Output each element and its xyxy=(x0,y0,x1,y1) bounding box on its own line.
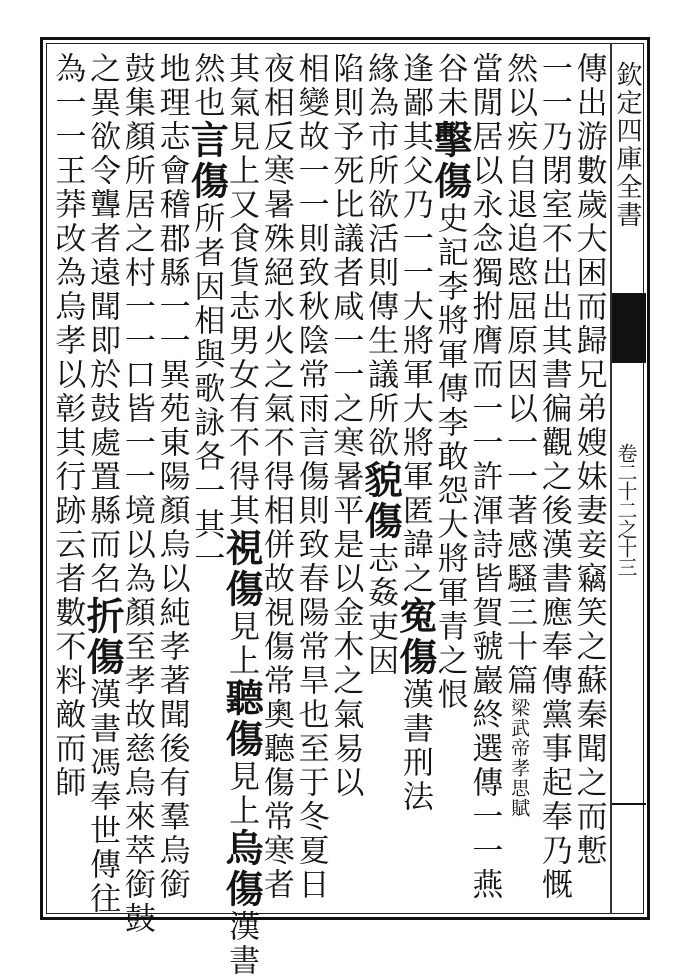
annotation: 梁武帝孝思賦 xyxy=(508,698,531,818)
column-text: 當閒居以永念獨拊膺而一一許渾詩皆賀虢巖終選傳一一燕 xyxy=(466,52,503,902)
fishtail-mark xyxy=(610,293,646,363)
text-column xyxy=(292,52,330,902)
column-text: 然也 xyxy=(188,52,225,120)
column-text: 谷未 xyxy=(431,52,468,120)
column-text: 見上 xyxy=(223,610,260,678)
book-title: 欽定四庫全書 xyxy=(612,61,642,229)
entry-heading: 聽傷 xyxy=(219,678,265,760)
column-text: 一一乃閉室不出出其書徧觀之後漢書應奉傳黨事起奉乃慨 xyxy=(535,52,572,902)
column-text: 相變故一一則致秋陰常雨言傷則致春陽常旱也至于冬夏日 xyxy=(292,52,329,902)
entry-heading: 折傷 xyxy=(80,596,126,678)
text-column xyxy=(358,52,404,902)
entry-heading: 言傷 xyxy=(184,120,230,202)
text-column xyxy=(80,52,126,916)
column-text: 志姦吏因 xyxy=(362,542,399,678)
entry-heading: 烏傷 xyxy=(219,828,265,910)
column-text: 所者因相與歌詠各一其一 xyxy=(188,202,225,576)
column-text: 地理志會稽郡縣一一異苑東陽顏烏以純孝著聞後有羣烏銜 xyxy=(153,52,190,902)
column-text: 鼓集顏所居之村一一口皆一一境以為顏至孝故慈烏來萃銜鼓 xyxy=(118,52,155,936)
column-text: 史記李將軍傳李敢怨大將軍青之恨 xyxy=(431,202,468,712)
column-text: 者數不料敵而師 xyxy=(49,562,86,800)
entry-heading: 擊傷 xyxy=(427,120,473,202)
volume-label: 卷二十二之十三 xyxy=(614,443,638,576)
column-text: 逢鄙 xyxy=(396,52,433,120)
column-text: 見上又食貨志男女有不得其 xyxy=(223,120,260,528)
text-column xyxy=(48,52,86,902)
column-text: 其父乃一一大將軍大將軍匿諱之 xyxy=(396,120,433,596)
text-column xyxy=(500,52,538,902)
text-column xyxy=(570,52,608,902)
column-text: 傳出游數歲大困而歸兄弟嫂妹妻妾竊笑之蘇秦聞之而慙 xyxy=(570,52,607,868)
entry-heading: 視傷 xyxy=(219,528,265,610)
column-text: 漢書刑法 xyxy=(396,678,433,814)
text-column xyxy=(153,52,191,902)
margin-divider xyxy=(610,803,646,805)
column-text: 夜相反寒暑殊絕水火之氣不得相併故視傷常奧聽傷常寒者 xyxy=(257,52,294,902)
column-text: 之異欲令聾者遠聞即於鼓處置縣而名 xyxy=(84,52,121,596)
column-text: 漢書 xyxy=(223,910,260,978)
text-column xyxy=(326,52,364,902)
entry-heading: 貌傷 xyxy=(358,460,404,542)
column-text: 寒暑平是以金木之氣易以 xyxy=(327,426,364,800)
text-column xyxy=(184,52,230,902)
column-text: 為一一王莽改為烏孝以彰其行跡云 xyxy=(49,52,86,562)
column-text: 漢書馮奉世傳往 xyxy=(84,678,121,916)
column-text: 陷則予死比議者咸一一之 xyxy=(327,52,364,426)
column-text: 見上 xyxy=(223,760,260,828)
column-text: 然以疾自退追愍屈原因以一一著感騷三十篇 xyxy=(501,52,538,698)
text-column xyxy=(118,52,156,936)
column-divider xyxy=(610,43,612,914)
page-margin-column xyxy=(610,43,644,914)
column-text: 其氣 xyxy=(223,52,260,120)
entry-heading: 寃傷 xyxy=(392,596,438,678)
text-column xyxy=(535,52,573,902)
text-column xyxy=(257,52,295,902)
column-text: 緣為市所欲活則傳生議所欲 xyxy=(362,52,399,460)
text-column xyxy=(427,52,473,902)
